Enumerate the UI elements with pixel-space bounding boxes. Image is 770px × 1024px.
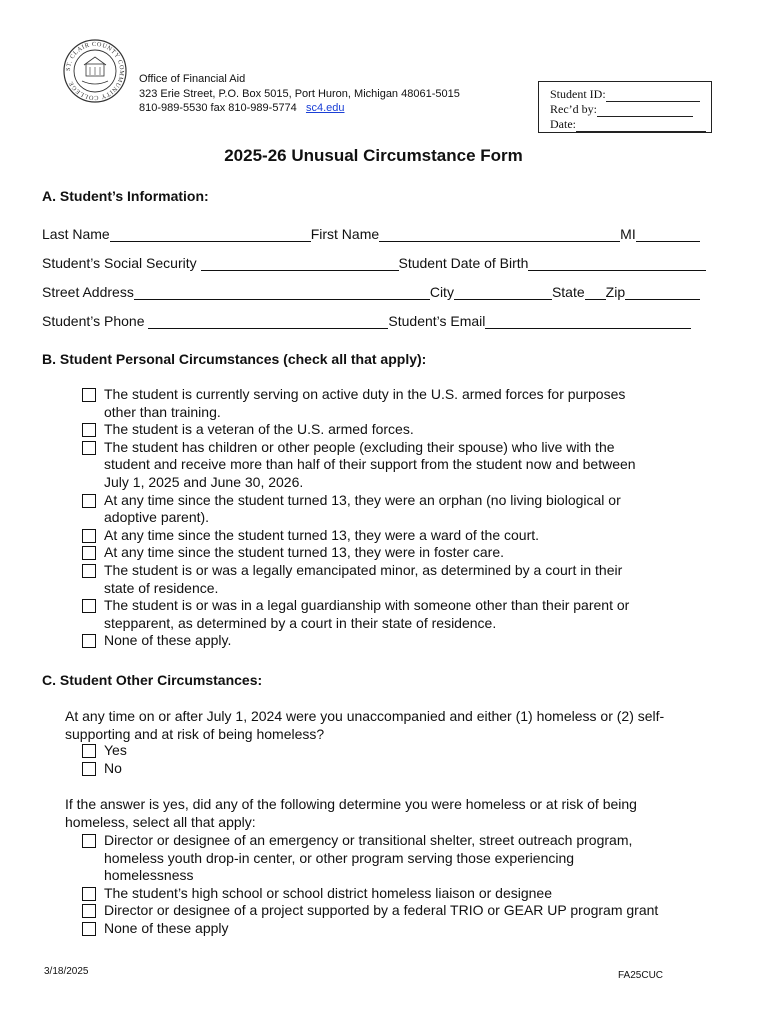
ssn-label: Student’s Social Security [42,255,197,271]
section-b-item-6: At any time since the student turned 13, they were in foster care. [104,544,504,561]
yes-label: Yes [104,742,127,758]
phone-label: Student’s Phone [42,313,145,329]
section-b-checkbox-3[interactable] [82,441,96,455]
mi-label: MI [620,226,636,242]
section-b-heading: B. Student Personal Circumstances (check all that apply): [42,351,427,367]
recd-by-line[interactable] [597,104,693,117]
section-b-item-5: At any time since the student turned 13, they were a ward of the court. [104,526,540,543]
email-field[interactable] [485,314,691,329]
first-name-field[interactable] [379,227,620,242]
section-c-checkbox-1[interactable] [82,834,96,848]
college-seal-logo [62,38,128,104]
city-label: City [429,284,454,300]
no-label: No [104,760,122,776]
office-use-box [538,81,712,133]
street-label: Street Address [42,284,134,300]
section-c-checkbox-2[interactable] [82,887,96,901]
section-b-item-3: The student has children or other people (excluding their spouse) who live with the student and receive more than half of their support from the student now and between July 1, 2025 and June 30, 2026. [104,438,636,490]
phone-field[interactable] [148,314,388,329]
zip-field[interactable] [625,285,700,300]
office-address: 323 Erie Street, P.O. Box 5015, Port Huron, Michigan 48061-5015 [139,87,460,100]
student-id-line[interactable] [606,89,700,102]
mi-field[interactable] [636,227,700,242]
address-row [42,284,700,300]
footer-date: 3/18/2025 [44,966,89,977]
ssn-field[interactable] [201,256,399,271]
city-field[interactable] [454,285,552,300]
seal-text: ST. CLAIR COUNTY COMMUNITY COLLEGE [64,40,126,102]
dob-label: Student Date of Birth [398,255,529,271]
section-c-checkbox-4[interactable] [82,922,96,936]
section-c-item-2: The student’s high school or school district homeless liaison or designee [104,884,552,901]
form-title: 2025-26 Unusual Circumstance Form [224,146,523,165]
section-c-item-4: None of these apply [104,920,229,936]
email-label: Student’s Email [388,313,486,329]
section-b-item-1: The student is currently serving on active duty in the U.S. armed forces for purposes other than training. [104,386,626,420]
state-label: State [551,284,585,300]
office-name: Office of Financial Aid [139,73,246,85]
section-b-item-9: None of these apply. [104,632,232,649]
section-c-item-1: Director or designee of an emergency or transitional shelter, street outreach program, homeless youth drop-in center, or other program serving those experiencing homelessness [104,832,633,883]
last-name-label: Last Name [42,226,110,242]
section-b-item-4: At any time since the student turned 13, they were an orphan (no living biological or adoptive parent). [104,491,621,526]
section-b-item-2: The student is a veteran of the U.S. armed forces. [104,421,414,438]
recd-by-label: Rec’d by: [550,102,597,116]
student-id-label: Student ID: [550,87,606,101]
section-b-checkbox-7[interactable] [82,564,96,578]
section-c-item-3: Director or designee of a project supported by a federal TRIO or GEAR UP program grant [104,902,659,919]
section-b-checkbox-5[interactable] [82,529,96,543]
footer-form-code: FA25CUC [618,970,664,981]
website-link[interactable]: sc4.edu [305,102,345,114]
street-field[interactable] [134,285,430,300]
section-c-heading: C. Student Other Circumstances: [42,672,263,688]
section-a-heading: A. Student’s Information: [42,188,209,204]
section-c-checkbox-3[interactable] [82,904,96,918]
last-name-field[interactable] [110,227,311,242]
no-checkbox[interactable] [82,762,96,776]
section-b-checkbox-8[interactable] [82,599,96,613]
first-name-label: First Name [310,226,380,242]
section-b-checkbox-6[interactable] [82,546,96,560]
section-b-item-7: The student is or was a legally emancipated minor, as determined by a court in their state of residence. [104,562,623,596]
section-b-checkbox-1[interactable] [82,388,96,402]
ssn-dob-row [42,255,706,271]
date-label: Date: [550,117,576,131]
section-b-item-8: The student is or was in a legal guardianship with someone other than their parent or stepparent, as determined by a court in their state of residence. [104,597,630,631]
determination-question: If the answer is yes, did any of the following determine you were homeless or at risk of being homeless, select all that apply: [65,796,637,830]
section-b-checkbox-9[interactable] [82,634,96,648]
date-line[interactable] [576,119,706,132]
office-phone-fax: 810-989-5530 fax 810-989-5774 [139,102,297,114]
name-row [42,226,700,242]
yes-checkbox[interactable] [82,744,96,758]
dob-field[interactable] [528,256,706,271]
section-b-checkbox-4[interactable] [82,494,96,508]
phone-email-row [42,313,691,329]
state-field[interactable] [585,285,606,300]
zip-label: Zip [605,284,626,300]
office-header [139,72,460,116]
section-b-checkbox-2[interactable] [82,423,96,437]
homeless-question: At any time on or after July 1, 2024 were you unaccompanied and either (1) homeless or (2) self- supporting and at risk of being homeless? [65,708,665,742]
